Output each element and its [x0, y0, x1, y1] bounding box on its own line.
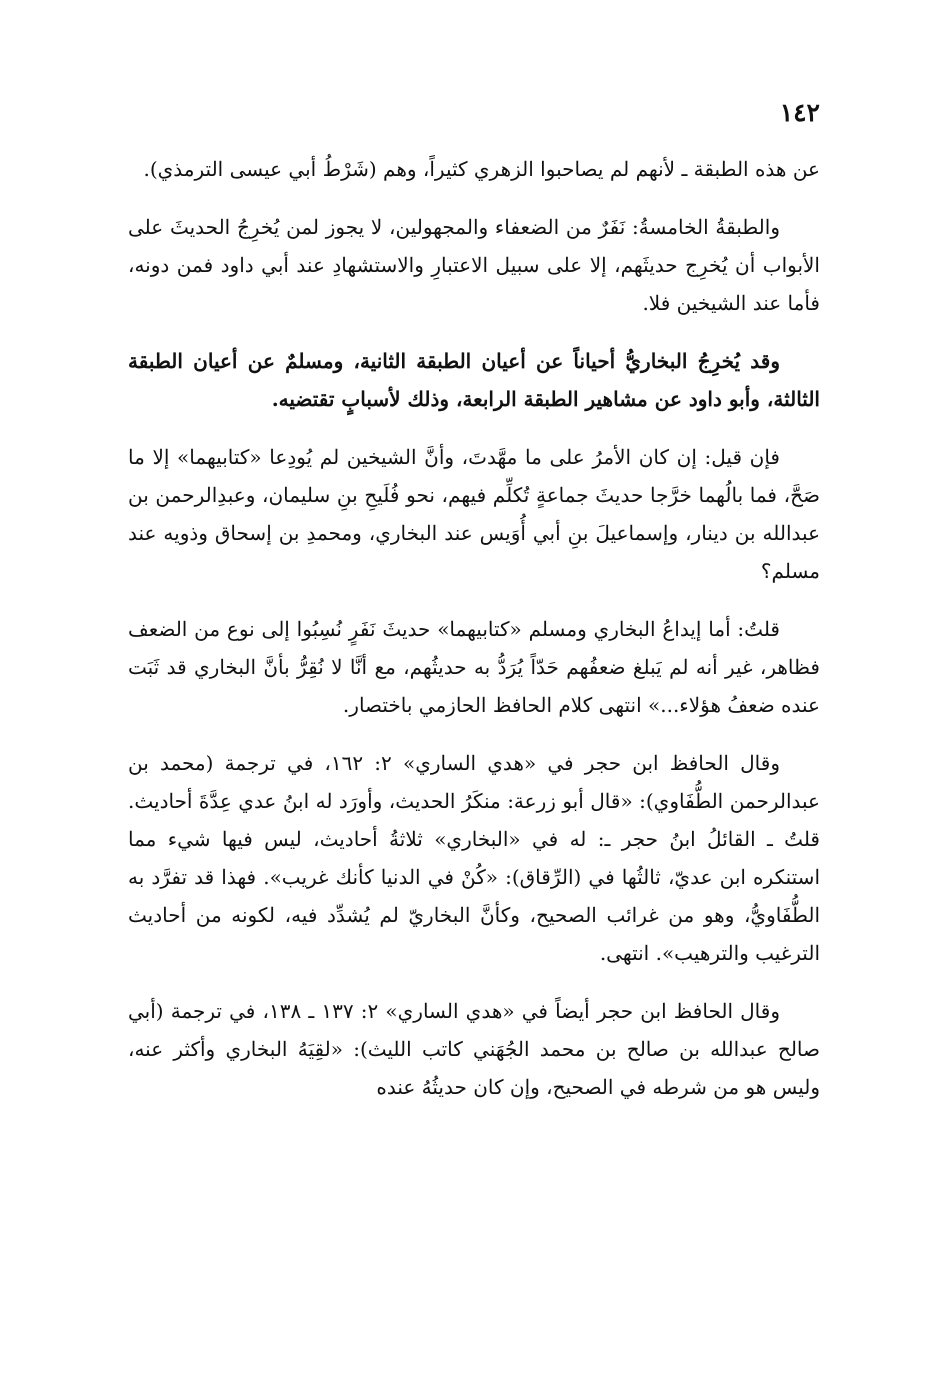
paragraph-2: والطبقةُ الخامسةُ: نَفَرٌ من الضعفاء والمجهولين، لا يجوز لمن يُخرِجُ الحديثَ على الأبواب أن يُخرِج حديثَهم، إلا على سبيل الاعتبارِ والاستشهادِ عند أبي داود فمن دونه، فأما عند الشيخين فلا.	[128, 215, 820, 315]
paragraph-6: وقال الحافظ ابن حجر في «هدي الساري» ٢: ١٦٢، في ترجمة (محمد بن عبدالرحمن الطُّفَاوي): «قال أبو زرعة: منكَرُ الحديث، وأورَد له ابنُ عدي عِدَّةَ أحاديث. قلتُ ـ القائلُ ابنُ حجر ـ: له في «البخاري» ثلاثةُ أحاديث، ليس فيها شيء مما استنكره ابن عديّ، ثالثُها في (الرِّقاق): «كُنْ في الدنيا كأنك غريب». فهذا قد تفرَّد به الطُّفَاويُّ، وهو من غرائب الصحيح، وكأنَّ البخاريّ لم يُشدِّد فيه، لكونه من أحاديث الترغيب والترهيب». انتهى.	[128, 751, 821, 965]
paragraph-4: فإن قيل: إن كان الأمرُ على ما مهَّدتَ، وأنَّ الشيخين لم يُودِعا «كتابيهما» إلا ما صَحَّ، فما بالُهما خرَّجا حديثَ جماعةٍ تُكلِّم فيهم، نحو فُلَيحِ بنِ سليمان، وعبدِالرحمن بن عبدالله بن دينار، وإسماعيلَ بنِ أبي أُوَيس عند البخاري، ومحمدِ بن إسحاق وذويه عند مسلم؟	[128, 445, 820, 583]
paragraph-1: عن هذه الطبقة ـ لأنهم لم يصاحبوا الزهري كثيراً، وهم (شَرْطُ أبي عيسى الترمذي).	[143, 157, 820, 181]
main-text	[128, 150, 820, 1126]
page-number: ١٤٢	[779, 98, 820, 127]
paragraph-7: وقال الحافظ ابن حجر أيضاً في «هدي الساري» ٢: ١٣٧ ـ ١٣٨، في ترجمة (أبي صالح عبدالله بن صالح بن محمد الجُهَني كاتب الليث): «لقِيَهُ البخاري وأكثر عنه، وليس هو من شرطه في الصحيح، وإن كان حديثُهُ عنده	[128, 999, 820, 1099]
paragraph-5: قلتُ: أما إيداعُ البخاري ومسلم «كتابيهما» حديثَ نَفَرٍ نُسِبُوا إلى نوع من الضعف فظاهر، غير أنه لم يَبلغ ضعفُهم حَدّاً يُرَدُّ به حديثُهم، مع أنَّا لا نُقِرُّ بأنَّ البخاري قد ثَبَت عنده ضعفُ هؤلاء...» انتهى كلام الحافظ الحازمي باختصار.	[128, 617, 820, 717]
paragraph-3: وقد يُخرِجُ البخاريُّ أحياناً عن أعيان الطبقة الثانية، ومسلمٌ عن أعيان الطبقة الثالثة، وأبو داود عن مشاهير الطبقة الرابعة، وذلك لأسبابٍ تقتضيه.	[128, 349, 820, 411]
